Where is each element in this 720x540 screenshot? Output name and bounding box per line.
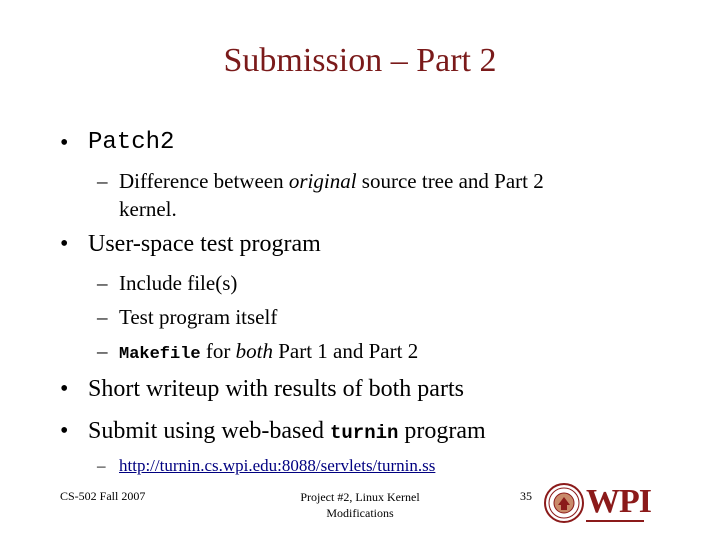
wpi-seal-icon: [544, 483, 584, 523]
footer-project-line2: Modifications: [326, 506, 394, 520]
subitem-text: Test program itself: [119, 305, 278, 329]
subitem-text: Difference between original source tree and Part 2: [119, 169, 544, 193]
footer-project: [268, 489, 452, 521]
dash-icon: –: [97, 169, 108, 193]
bullet-text: User-space test program: [88, 231, 321, 257]
dash-icon: –: [97, 305, 108, 329]
dash-icon: –: [97, 456, 106, 475]
bullet-dot-icon: •: [60, 231, 69, 257]
bullet-text: Patch2: [88, 129, 175, 156]
dash-icon: –: [97, 271, 108, 295]
subitem-text: Include file(s): [119, 271, 238, 295]
bullet-dot-icon: •: [60, 130, 69, 156]
dash-icon: –: [97, 339, 108, 363]
wpi-logo: WPI: [586, 483, 651, 520]
bullet-dot-icon: •: [60, 376, 69, 402]
subitem-text-cont: kernel.: [119, 197, 177, 221]
bullet-text: Submit using web-based turnin program: [88, 418, 486, 444]
footer-project-line1: Project #2, Linux Kernel: [300, 490, 420, 504]
footer-course: CS-502 Fall 2007: [60, 489, 146, 503]
bullet-dot-icon: •: [60, 418, 69, 444]
turnin-link[interactable]: http://turnin.cs.wpi.edu:8088/servlets/turnin.ss: [119, 456, 436, 475]
subitem-text: Makefile for both Part 1 and Part 2: [119, 339, 419, 364]
wpi-logo-rule: [586, 520, 644, 522]
slide-title: Submission – Part 2: [223, 42, 497, 79]
bullet-text: Short writeup with results of both parts: [88, 376, 464, 402]
page-number: 35: [520, 489, 532, 503]
